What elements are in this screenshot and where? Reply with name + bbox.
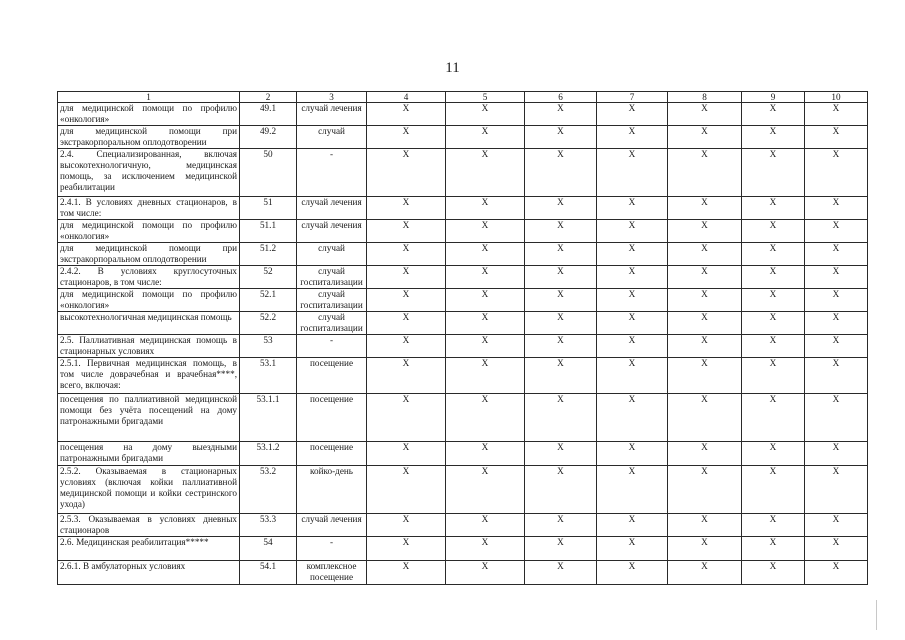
row-cell: X <box>367 394 446 442</box>
row-cell: X <box>668 394 742 442</box>
row-cell: X <box>668 358 742 394</box>
row-cell: X <box>367 197 446 220</box>
row-cell: X <box>597 103 668 126</box>
row-unit: случай <box>297 243 367 266</box>
row-cell: X <box>367 514 446 537</box>
row-code: 52.1 <box>240 289 297 312</box>
row-cell: X <box>597 335 668 358</box>
row-cell: X <box>805 358 868 394</box>
row-cell: X <box>742 561 805 585</box>
row-code: 51.2 <box>240 243 297 266</box>
column-header: 3 <box>297 92 367 103</box>
row-code: 53.1 <box>240 358 297 394</box>
row-unit: случай госпитализации <box>297 266 367 289</box>
row-unit: случай лечения <box>297 103 367 126</box>
row-cell: X <box>367 126 446 149</box>
table-row <box>58 466 868 514</box>
table-row <box>58 561 868 585</box>
row-cell: X <box>446 514 525 537</box>
row-cell: X <box>597 243 668 266</box>
row-cell: X <box>597 312 668 335</box>
row-unit: - <box>297 335 367 358</box>
row-cell: X <box>597 466 668 514</box>
row-cell: X <box>446 537 525 561</box>
table-row <box>58 243 868 266</box>
row-cell: X <box>367 289 446 312</box>
row-name: 2.6. Медицинская реабилитация***** <box>58 537 240 561</box>
row-cell: X <box>742 394 805 442</box>
column-header: 10 <box>805 92 868 103</box>
row-cell: X <box>805 561 868 585</box>
row-code: 52 <box>240 266 297 289</box>
row-cell: X <box>446 394 525 442</box>
row-cell: X <box>446 442 525 466</box>
row-cell: X <box>805 149 868 197</box>
row-cell: X <box>525 358 597 394</box>
row-cell: X <box>742 243 805 266</box>
table-row <box>58 537 868 561</box>
row-cell: X <box>446 358 525 394</box>
row-cell: X <box>668 442 742 466</box>
row-cell: X <box>597 149 668 197</box>
row-cell: X <box>525 103 597 126</box>
row-name: для медицинской помощи при экстракорпоральном оплодотворении <box>58 126 240 149</box>
row-cell: X <box>805 514 868 537</box>
row-cell: X <box>597 514 668 537</box>
row-cell: X <box>597 126 668 149</box>
row-cell: X <box>668 266 742 289</box>
row-code: 53.1.2 <box>240 442 297 466</box>
row-cell: X <box>446 312 525 335</box>
row-name: 2.5.3. Оказываемая в условиях дневных стационаров <box>58 514 240 537</box>
row-cell: X <box>805 243 868 266</box>
row-unit: случай госпитализации <box>297 289 367 312</box>
row-cell: X <box>367 266 446 289</box>
row-cell: X <box>525 126 597 149</box>
row-cell: X <box>446 103 525 126</box>
row-code: 49.1 <box>240 103 297 126</box>
table-row <box>58 197 868 220</box>
row-cell: X <box>742 514 805 537</box>
row-code: 52.2 <box>240 312 297 335</box>
table-row <box>58 312 868 335</box>
column-header: 1 <box>58 92 240 103</box>
row-cell: X <box>525 466 597 514</box>
row-name: 2.4.2. В условиях круглосуточных стационаров, в том числе: <box>58 266 240 289</box>
row-code: 54.1 <box>240 561 297 585</box>
row-cell: X <box>597 197 668 220</box>
table-row <box>58 149 868 197</box>
row-cell: X <box>742 266 805 289</box>
row-unit: комплексное посещение <box>297 561 367 585</box>
row-name: посещения на дому выездными патронажными бригадами <box>58 442 240 466</box>
row-cell: X <box>742 335 805 358</box>
row-code: 51.1 <box>240 220 297 243</box>
row-code: 50 <box>240 149 297 197</box>
row-cell: X <box>742 466 805 514</box>
row-unit: посещение <box>297 358 367 394</box>
row-name: для медицинской помощи по профилю «онкология» <box>58 220 240 243</box>
row-cell: X <box>525 289 597 312</box>
row-name: для медицинской помощи при экстракорпоральном оплодотворении <box>58 243 240 266</box>
row-cell: X <box>668 243 742 266</box>
row-cell: X <box>597 561 668 585</box>
row-cell: X <box>742 442 805 466</box>
column-header: 9 <box>742 92 805 103</box>
row-name: высокотехнологичная медицинская помощь <box>58 312 240 335</box>
row-cell: X <box>446 126 525 149</box>
table-row <box>58 266 868 289</box>
row-cell: X <box>668 561 742 585</box>
row-cell: X <box>742 289 805 312</box>
row-code: 53.1.1 <box>240 394 297 442</box>
row-cell: X <box>525 220 597 243</box>
row-cell: X <box>742 312 805 335</box>
row-cell: X <box>805 537 868 561</box>
row-cell: X <box>367 243 446 266</box>
table-row <box>58 442 868 466</box>
table-row <box>58 126 868 149</box>
row-unit: посещение <box>297 394 367 442</box>
row-cell: X <box>367 442 446 466</box>
row-cell: X <box>668 197 742 220</box>
row-cell: X <box>525 312 597 335</box>
column-header: 7 <box>597 92 668 103</box>
row-cell: X <box>446 561 525 585</box>
row-cell: X <box>805 126 868 149</box>
row-name: для медицинской помощи по профилю «онкология» <box>58 289 240 312</box>
row-code: 51 <box>240 197 297 220</box>
table-row <box>58 394 868 442</box>
row-cell: X <box>597 358 668 394</box>
row-cell: X <box>805 335 868 358</box>
row-cell: X <box>525 243 597 266</box>
row-unit: случай лечения <box>297 197 367 220</box>
row-cell: X <box>668 335 742 358</box>
row-name: 2.5.2. Оказываемая в стационарных условиях (включая койки паллиативной медицинской помощи и койки сестринского ухода) <box>58 466 240 514</box>
row-cell: X <box>668 514 742 537</box>
column-header: 2 <box>240 92 297 103</box>
row-code: 49.2 <box>240 126 297 149</box>
row-cell: X <box>597 289 668 312</box>
row-name: для медицинской помощи по профилю «онкология» <box>58 103 240 126</box>
row-cell: X <box>805 394 868 442</box>
row-cell: X <box>367 149 446 197</box>
row-cell: X <box>668 537 742 561</box>
table-row <box>58 289 868 312</box>
row-cell: X <box>597 442 668 466</box>
column-header: 4 <box>367 92 446 103</box>
row-name: посещения по паллиативной медицинской помощи без учёта посещений на дому патронажными бригадами <box>58 394 240 442</box>
row-cell: X <box>446 266 525 289</box>
row-cell: X <box>525 537 597 561</box>
row-cell: X <box>742 358 805 394</box>
row-cell: X <box>446 289 525 312</box>
row-unit: посещение <box>297 442 367 466</box>
scan-mark <box>876 600 877 630</box>
row-cell: X <box>597 220 668 243</box>
row-unit: случай госпитализации <box>297 312 367 335</box>
row-cell: X <box>597 394 668 442</box>
row-unit: - <box>297 537 367 561</box>
row-cell: X <box>525 561 597 585</box>
page-number: 11 <box>445 60 460 76</box>
row-cell: X <box>668 289 742 312</box>
row-name: 2.4. Специализированная, включая высокотехнологичную, медицинская помощь, за исключением медицинской реабилитации <box>58 149 240 197</box>
column-header: 5 <box>446 92 525 103</box>
row-cell: X <box>525 266 597 289</box>
row-cell: X <box>367 103 446 126</box>
row-cell: X <box>668 466 742 514</box>
row-cell: X <box>597 537 668 561</box>
header-row <box>58 92 868 103</box>
row-unit: - <box>297 149 367 197</box>
row-cell: X <box>805 289 868 312</box>
row-cell: X <box>525 149 597 197</box>
table-row <box>58 220 868 243</box>
row-cell: X <box>668 220 742 243</box>
row-code: 54 <box>240 537 297 561</box>
row-cell: X <box>668 312 742 335</box>
row-cell: X <box>367 312 446 335</box>
row-cell: X <box>805 197 868 220</box>
row-cell: X <box>805 103 868 126</box>
row-cell: X <box>742 537 805 561</box>
row-cell: X <box>742 103 805 126</box>
column-header: 8 <box>668 92 742 103</box>
row-cell: X <box>367 358 446 394</box>
row-cell: X <box>525 442 597 466</box>
row-cell: X <box>367 561 446 585</box>
row-cell: X <box>805 442 868 466</box>
row-cell: X <box>446 243 525 266</box>
row-cell: X <box>525 394 597 442</box>
row-unit: койко-день <box>297 466 367 514</box>
row-cell: X <box>367 220 446 243</box>
row-cell: X <box>805 266 868 289</box>
row-cell: X <box>446 466 525 514</box>
row-cell: X <box>668 103 742 126</box>
row-name: 2.5.1. Первичная медицинская помощь, в том числе доврачебная и врачебная****, всего, включая: <box>58 358 240 394</box>
row-cell: X <box>367 335 446 358</box>
row-cell: X <box>668 126 742 149</box>
row-cell: X <box>446 149 525 197</box>
row-name: 2.6.1. В амбулаторных условиях <box>58 561 240 585</box>
row-cell: X <box>525 197 597 220</box>
row-cell: X <box>446 335 525 358</box>
row-cell: X <box>742 197 805 220</box>
row-unit: случай лечения <box>297 514 367 537</box>
data-table <box>57 91 868 585</box>
row-cell: X <box>805 312 868 335</box>
row-name: 2.5. Паллиативная медицинская помощь в стационарных условиях <box>58 335 240 358</box>
row-cell: X <box>446 220 525 243</box>
row-cell: X <box>742 149 805 197</box>
row-cell: X <box>367 466 446 514</box>
row-cell: X <box>742 220 805 243</box>
table-row <box>58 103 868 126</box>
row-cell: X <box>597 266 668 289</box>
row-code: 53.3 <box>240 514 297 537</box>
row-unit: случай <box>297 126 367 149</box>
row-cell: X <box>525 514 597 537</box>
column-header: 6 <box>525 92 597 103</box>
table-row <box>58 335 868 358</box>
row-name: 2.4.1. В условиях дневных стационаров, в том числе: <box>58 197 240 220</box>
row-cell: X <box>525 335 597 358</box>
row-cell: X <box>742 126 805 149</box>
table-row <box>58 358 868 394</box>
row-unit: случай лечения <box>297 220 367 243</box>
row-cell: X <box>805 466 868 514</box>
table-row <box>58 514 868 537</box>
row-cell: X <box>367 537 446 561</box>
row-cell: X <box>668 149 742 197</box>
row-code: 53 <box>240 335 297 358</box>
row-code: 53.2 <box>240 466 297 514</box>
row-cell: X <box>446 197 525 220</box>
row-cell: X <box>805 220 868 243</box>
